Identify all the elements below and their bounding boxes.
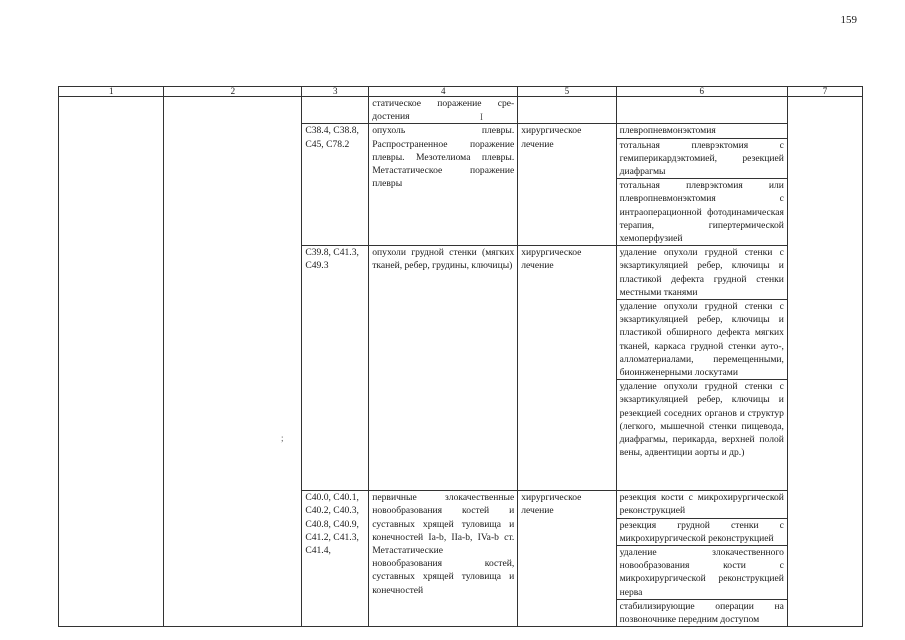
column-header: 6 (616, 87, 787, 97)
diagnosis-cell: первичные злокачественные новообразования костей и суставных хрящей туловища и конечностей Ia-b, IIa-b, IVa-b ст. Метастатические новообразования костей, суставных хрящей туловища и конечностей (369, 491, 518, 627)
scan-mark: I (480, 112, 483, 122)
treatment-cell: хирургическое лечение (518, 124, 616, 246)
table-row (59, 97, 863, 124)
methods-cell (616, 124, 787, 246)
column-number-row (59, 87, 863, 97)
treatment-cell (518, 97, 616, 124)
method-item: стабилизирующие операции на позвоночнике передним доступом (619, 600, 784, 626)
column-header: 2 (164, 87, 302, 97)
method-item: плевропневмонэктомия (617, 124, 787, 138)
method-item: удаление злокачественного новообразования кости с микрохирургической реконструкцией нерва (617, 546, 787, 600)
method-item: удаление опухоли грудной стенки с экзартикуляцией ребер, ключицы и пластикой дефекта грудной стенки местными тканями (617, 246, 787, 300)
page-number: 159 (840, 14, 857, 26)
method-item: резекция кости с микрохирургической реконструкцией (617, 491, 787, 518)
treatment-cell: хирургическое лечение (518, 491, 616, 627)
method-item: удаление опухоли грудной стенки с экзартикуляцией ребер, ключицы и пластикой обширного дефекта мягких тканей, каркаса грудной стенки ауто-, алломатериалами, перемещенными, биоинженерными лоскутами (617, 300, 787, 380)
methods-cell (616, 246, 787, 491)
diagnosis-cell: опухоль плевры. Распространенное поражение плевры. Мезотелиома плевры. Метастатическое поражение плевры (369, 124, 518, 246)
codes-cell: C39.8, C41.3, C49.3 (302, 246, 369, 491)
column-header: 1 (59, 87, 164, 97)
column-header: 5 (518, 87, 616, 97)
codes-cell: C40.0, C40.1, C40.2, C40.3, C40.8, C40.9, C41.2, C41.3, C41.4, (302, 491, 369, 627)
empty-cell (787, 97, 862, 627)
diagnosis-cell: опухоли грудной стенки (мягких тканей, ребер, грудины, ключицы) (369, 246, 518, 491)
method-item: резекция грудной стенки с микрохирургической реконструкцией (617, 519, 787, 546)
treatment-cell: хирургическое лечение (518, 246, 616, 491)
empty-cell (164, 97, 302, 627)
methods-cell (616, 491, 787, 627)
empty-cell (59, 97, 164, 627)
medical-procedures-table (58, 86, 863, 627)
codes-cell: C38.4, C38.8, C45, C78.2 (302, 124, 369, 246)
method-item: тотальная плеврэктомия или плевропневмонэктомия с интраоперационной фотодинамическая терапия, гипертермической хемоперфузией (619, 180, 784, 245)
method-item: тотальная плеврэктомия с гемиперикардэктомией, резекцией диафрагмы (617, 139, 787, 180)
methods-cell (616, 97, 787, 124)
scan-mark: ; (281, 433, 284, 443)
method-item: удаление опухоли грудной стенки с экзартикуляцией ребер, ключицы и резекцией соседних органов и структур (легкого, мышечной стенки пищевода, диафрагмы, перикарда, верхней полой вены, адвентиции аорты и др.) (619, 381, 784, 459)
diagnosis-cell: статическое поражение сре- достения (369, 97, 518, 124)
column-header: 7 (787, 87, 862, 97)
codes-cell (302, 97, 369, 124)
column-header: 4 (369, 87, 518, 97)
column-header: 3 (302, 87, 369, 97)
